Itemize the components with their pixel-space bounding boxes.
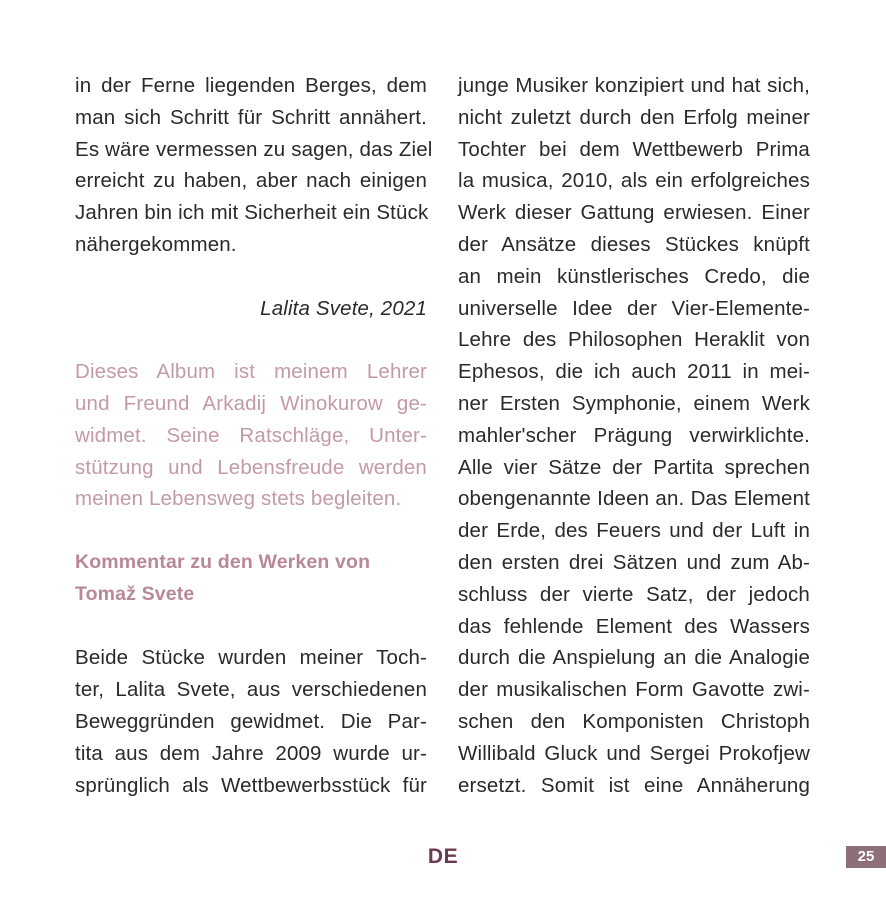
text-line: ersetzt. Somit ist eine Annäherung <box>458 773 810 797</box>
heading-line: Kommentar zu den Werken von <box>75 550 371 573</box>
text-line: universelle Idee der Vier-Elemente- <box>458 296 810 320</box>
text-line: der Ansätze dieses Stückes knüpft <box>458 232 810 256</box>
commentary-paragraph <box>75 642 427 801</box>
dedication-line: Dieses Album ist meinem Lehrer <box>75 360 427 384</box>
text-line: ner Ersten Symphonie, einem Werk <box>458 391 810 415</box>
text-line: schluss der vierte Satz, der jedoch <box>458 582 810 606</box>
dedication-line: meinen Lebensweg stets begleiten. <box>75 487 402 511</box>
text-line: der musikalischen Form Gavotte zwi- <box>458 678 810 702</box>
text-line: durch die Anspielung an die Analogie <box>458 646 810 670</box>
text-line: Beweggründen gewidmet. Die Par- <box>75 709 427 733</box>
text-line: Es wäre vermessen zu sagen, das Ziel <box>75 137 433 161</box>
section-heading <box>75 547 427 611</box>
text-line: Tochter bei dem Wettbewerb Prima <box>458 137 810 161</box>
text-line: tita aus dem Jahre 2009 wurde ur- <box>75 741 427 765</box>
dedication-line: und Freund Arkadij Winokurow ge- <box>75 391 427 415</box>
text-line: ter, Lalita Svete, aus verschiedenen <box>75 678 427 702</box>
text-line: Jahren bin ich mit Sicherheit ein Stück <box>75 201 429 225</box>
text-line: sprünglich als Wettbewerbsstück für <box>75 773 427 797</box>
text-line: an mein künstlerisches Credo, die <box>458 264 810 288</box>
text-line: Ephesos, die ich auch 2011 in mei- <box>458 360 810 384</box>
text-line: obengenannte Ideen an. Das Element <box>458 487 810 511</box>
heading-line: Tomaž Svete <box>75 582 195 605</box>
intro-paragraph <box>75 70 433 261</box>
text-line: Werk dieser Gattung erwiesen. Einer <box>458 201 810 225</box>
text-line: der Erde, des Feuers und der Luft in <box>458 519 810 543</box>
text-line: erreicht zu haben, aber nach einigen <box>75 169 427 193</box>
page-number-badge: 25 <box>846 846 886 868</box>
text-line: junge Musiker konzipiert und hat sich, <box>458 74 810 97</box>
left-column <box>75 70 433 801</box>
text-line: schen den Komponisten Christoph <box>458 709 810 733</box>
text-line: la musica, 2010, als ein erfolgreiches <box>458 169 810 193</box>
text-line: Willibald Gluck und Sergei Prokofjew <box>458 741 810 765</box>
dedication-line: widmet. Seine Ratschläge, Unter- <box>75 423 427 447</box>
text-line: Beide Stücke wurden meiner Toch- <box>75 646 427 670</box>
text-line: nicht zuletzt durch den Erfolg meiner <box>458 105 810 129</box>
text-line: Alle vier Sätze der Partita sprechen <box>458 455 810 479</box>
text-line: mahler'scher Prägung verwirklichte. <box>458 423 810 447</box>
dedication-line: stützung und Lebensfreude werden <box>75 455 427 479</box>
author-signature: Lalita Svete, 2021 <box>260 296 427 320</box>
right-column <box>458 70 810 801</box>
dedication-paragraph <box>75 356 427 515</box>
text-line: nähergekommen. <box>75 232 237 256</box>
text-line: das fehlende Element des Wassers <box>458 614 810 638</box>
text-line: in der Ferne liegenden Berges, dem <box>75 74 427 97</box>
text-line: den ersten drei Sätzen und zum Ab- <box>458 550 810 574</box>
text-line: Lehre des Philosophen Heraklit von <box>458 328 810 352</box>
text-line: man sich Schritt für Schritt annähert. <box>75 105 427 129</box>
language-label: DE <box>427 845 459 868</box>
